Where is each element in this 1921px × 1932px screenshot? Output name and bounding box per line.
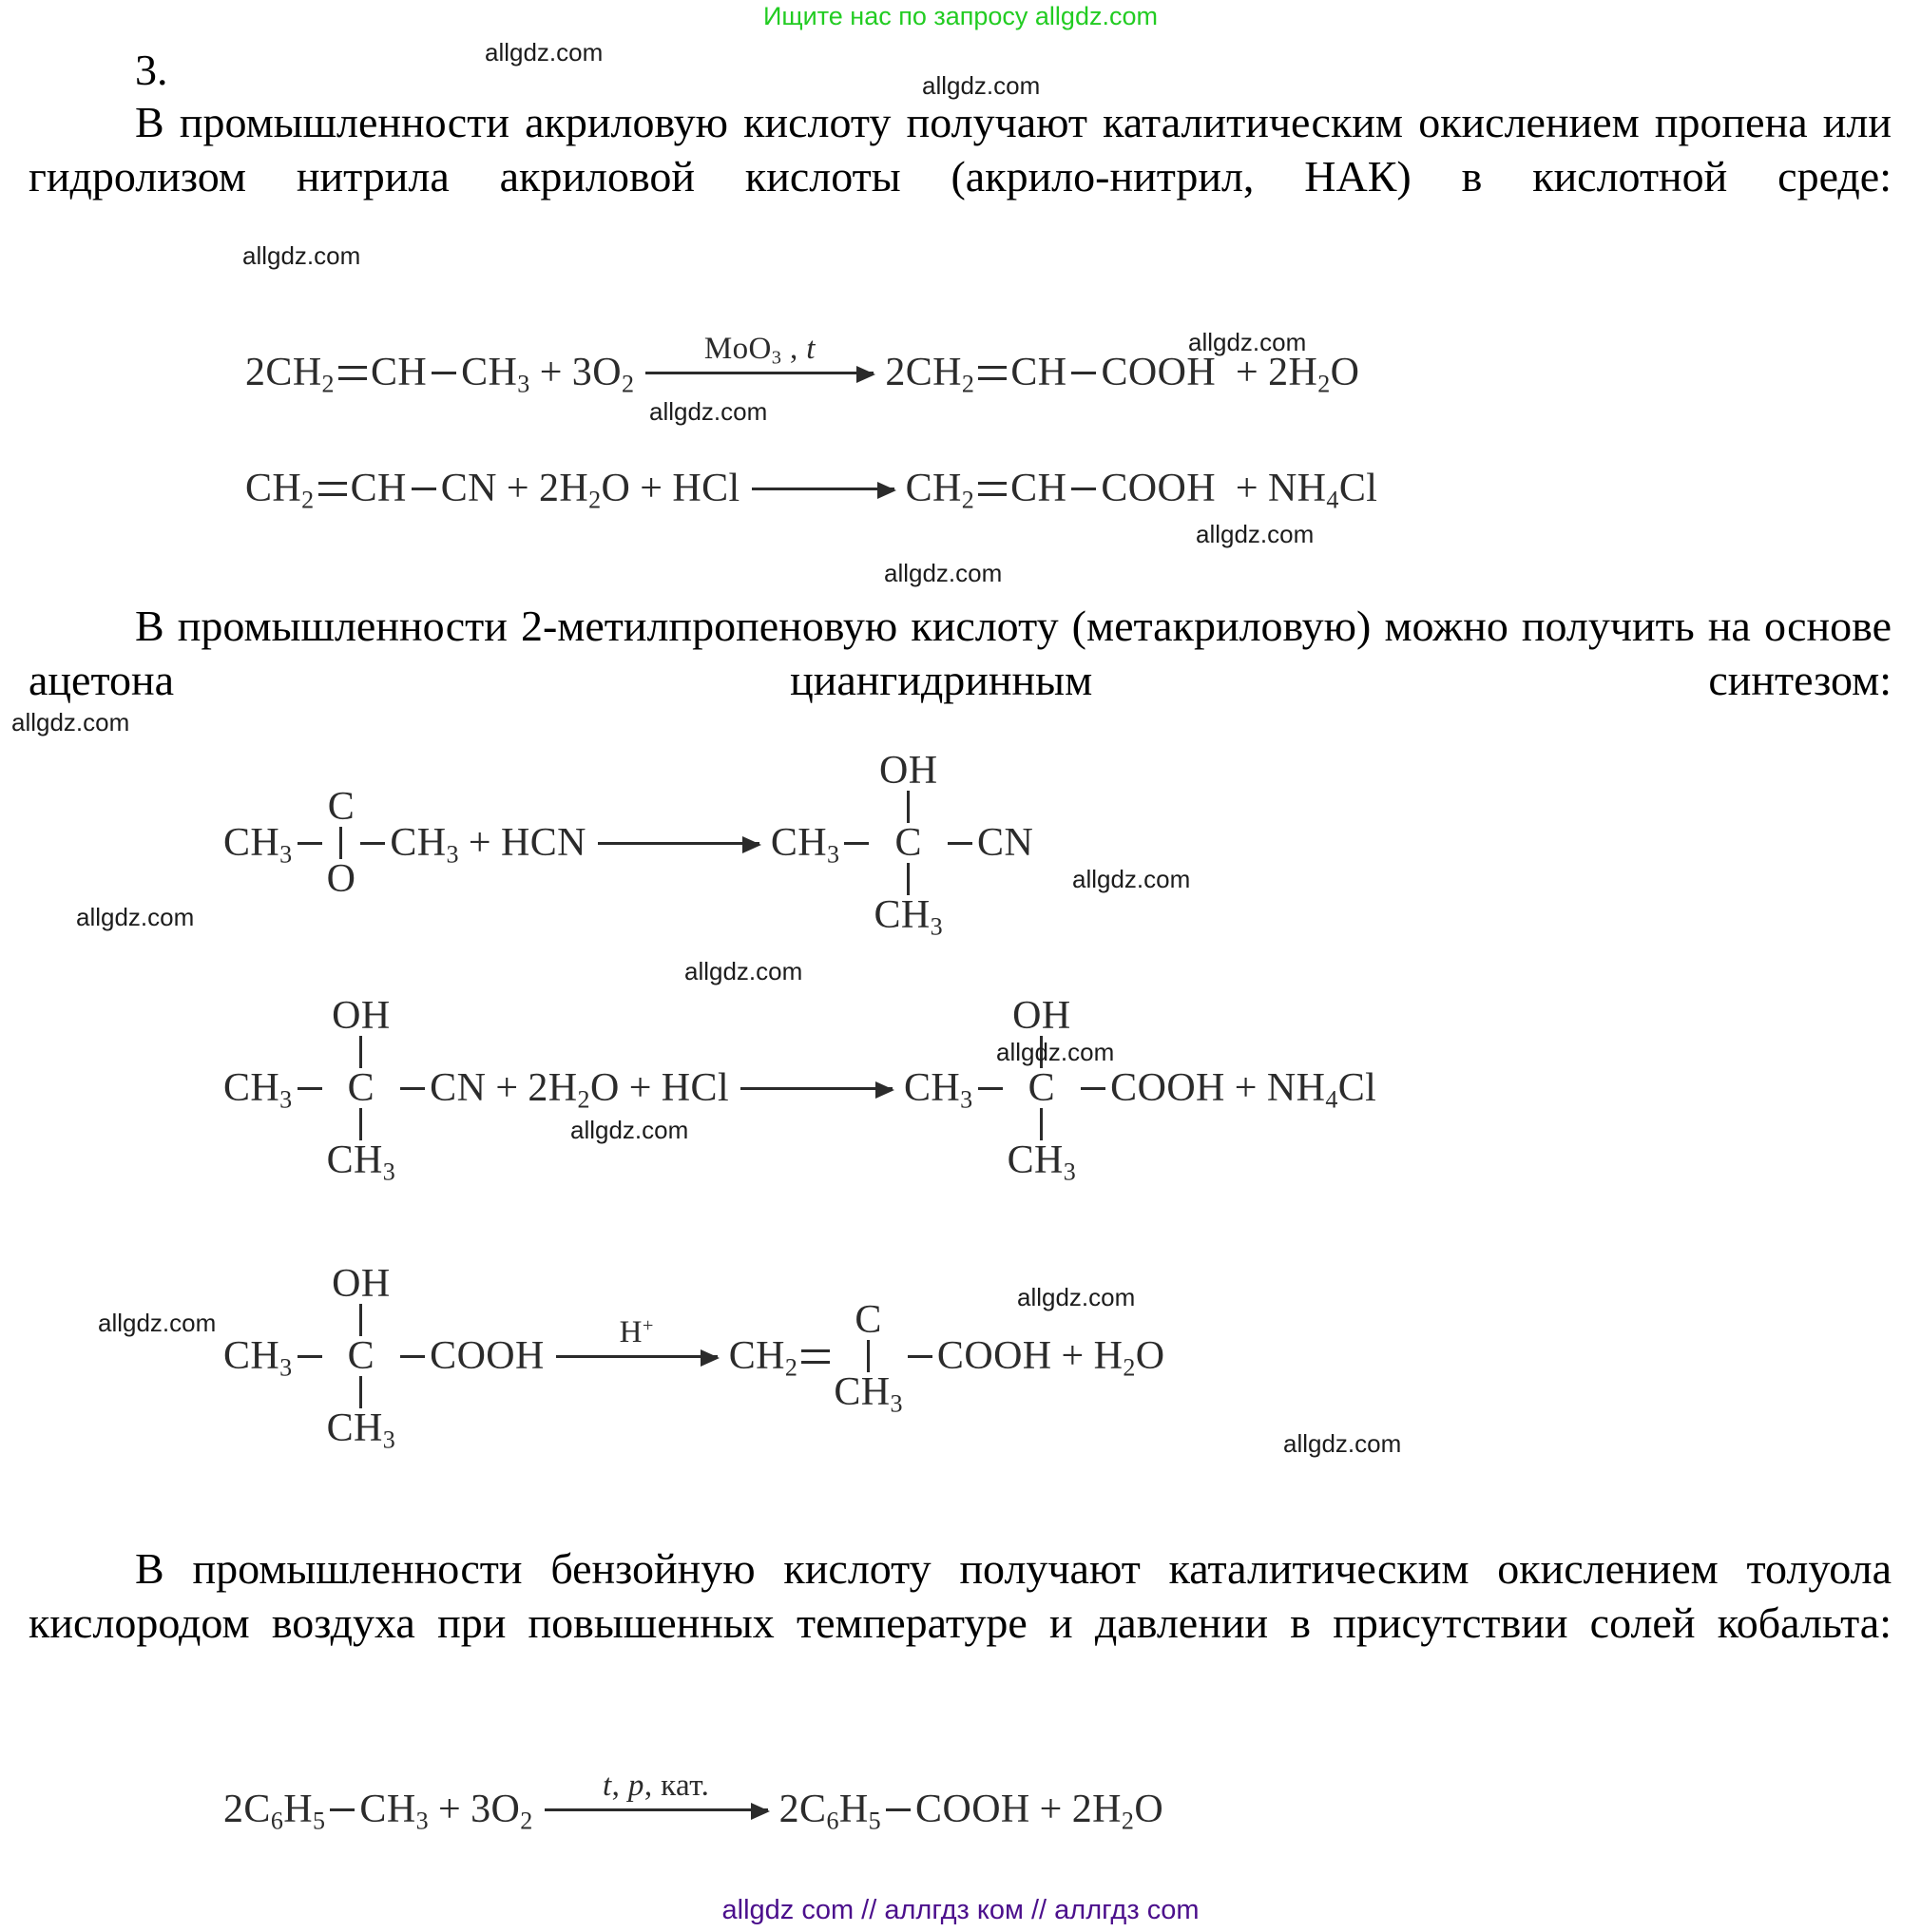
carboxyl-group: COOH <box>430 1334 545 1378</box>
eq4-hcl: HCl <box>661 1066 730 1110</box>
quaternary-carbon: OH C $CH_3$ <box>1007 994 1077 1186</box>
eq2-right: $CH_2$ <box>905 467 975 514</box>
eq6-oxygen: $3O_2$ <box>471 1788 533 1835</box>
quaternary-carbon: OH C $CH_3$ <box>874 749 944 941</box>
eq6-toluene: $2C_6H_5$ <box>223 1788 326 1835</box>
promo-banner: Ищите нас по запросу allgdz.com <box>763 2 1158 30</box>
watermark: allgdz.com <box>1196 520 1315 548</box>
eq5-expression: $CH_3$ OH C $CH_3$ COOH H+ $CH_2$ C $CH_3$ COOH + $H_2O$ <box>223 1262 1165 1454</box>
plus-sign: + <box>539 351 563 394</box>
watermark: allgdz.com <box>1017 1283 1136 1311</box>
watermark: allgdz.com <box>1188 328 1307 356</box>
double-bond-vertical <box>339 827 342 859</box>
equation-cyanohydrin-hydrolysis <box>223 994 1377 1186</box>
eq1-oxygen: $3O_2$ <box>571 351 635 398</box>
eq4-left-structure: $CH_3$ OH C $CH_3$ CN <box>223 994 487 1186</box>
eq6-benzoic: $2C_6H_5$ <box>778 1788 882 1835</box>
carboxyl-group: COOH <box>936 1334 1052 1378</box>
watermark: allgdz.com <box>884 559 1003 587</box>
equation-acetone-hcn <box>223 749 1034 941</box>
hydroxyl-group: OH <box>332 994 391 1038</box>
reaction-arrow <box>752 488 894 490</box>
eq2-expression: $CH_2$ CH CN + $2H_2O$ + HCl $CH_2$ CH COOH + $NH_4Cl$ <box>245 467 1378 514</box>
watermark: allgdz.com <box>11 708 130 736</box>
eq4-expression: $CH_3$ OH C $CH_3$ CN + $2H_2O$ + HCl $CH_3$ OH C $CH_3$ COOH + $NH_4Cl$ <box>223 994 1377 1186</box>
hydroxyl-group: OH <box>879 749 938 793</box>
watermark: allgdz.com <box>1283 1429 1402 1458</box>
reaction-arrow <box>740 1087 893 1090</box>
eq1-left: $2CH_2$ <box>245 351 335 398</box>
watermark: allgdz.com <box>242 241 361 270</box>
question-number: 3. <box>135 46 168 94</box>
nitrile-group: CN <box>977 821 1034 865</box>
double-bond <box>338 366 367 380</box>
carbonyl-carbon: C O <box>326 785 356 901</box>
eq4-ammonium-chloride: $NH_4Cl$ <box>1266 1066 1377 1114</box>
paragraph-acrylic-acid: В промышленности акриловую кислоту получают каталитическим окислением пропена или гидролизом нитрила акриловой кислоты (акрило-нитрил, НАК) в кислотной среде: <box>29 98 1892 201</box>
reaction-arrow <box>598 842 759 845</box>
eq2-ammonium-chloride: $NH_4Cl$ <box>1267 467 1378 514</box>
watermark: allgdz.com <box>684 957 803 985</box>
carboxyl-group: COOH <box>1110 1066 1225 1110</box>
hydroxyl-group: OH <box>332 1262 391 1306</box>
carboxyl-group: COOH <box>915 1788 1030 1831</box>
quaternary-carbon: OH C $CH_3$ <box>326 994 396 1186</box>
watermark: allgdz.com <box>485 38 604 67</box>
eq2-hcl: HCl <box>672 467 740 510</box>
eq3-acetone: $CH_3$ C O $CH_3$ <box>223 785 459 901</box>
eq1-water: $2H_2O$ <box>1268 351 1360 398</box>
paragraph-benzoic-acid: В промышленности бензойную кислоту получают каталитическим окислением толуола кислородом воздуха при повышенных температуре и давлении в присутствии солей кобальта: <box>29 1544 1892 1647</box>
watermark: allgdz.com <box>922 71 1041 100</box>
eq2-water: $2H_2O$ <box>538 467 631 514</box>
eq1-right: $2CH_2$ <box>885 351 975 398</box>
catalyst-label: MoO$_3$ , t <box>703 331 816 369</box>
eq4-water: $2H_2O$ <box>528 1066 620 1114</box>
nitrile-group: CN <box>430 1066 487 1110</box>
alkene-carbon: C $CH_3$ <box>834 1298 903 1418</box>
eq3-hcn: HCN <box>500 821 586 865</box>
watermark: allgdz.com <box>649 397 768 426</box>
reaction-arrow <box>556 1314 718 1358</box>
methyl-group: $CH_3$ <box>834 1370 903 1418</box>
eq5-water: $H_2O$ <box>1093 1334 1165 1382</box>
methyl-group: $CH_3$ <box>1007 1138 1077 1186</box>
eq3-expression: $CH_3$ C O $CH_3$ + HCN $CH_3$ OH C $CH_3$ CN <box>223 749 1034 941</box>
watermark: allgdz.com <box>98 1309 217 1337</box>
eq6-expression: $2C_6H_5$ $CH_3$ + $3O_2$ t, p, кат. $2C_6H_5$ COOH + $2H_2O$ <box>223 1768 1164 1835</box>
eq4-right-structure: $CH_3$ OH C $CH_3$ COOH <box>904 994 1225 1186</box>
eq2-left: $CH_2$ <box>245 467 315 514</box>
watermark: allgdz.com <box>76 903 195 931</box>
reaction-arrow <box>645 331 874 374</box>
watermark: allgdz.com <box>1072 865 1191 893</box>
catalyst-label: H+ <box>619 1314 654 1349</box>
eq5-right-structure: $CH_2$ C $CH_3$ COOH <box>728 1298 1052 1418</box>
paragraph-methacrylic-acid: В промышленности 2-метилпропеновую кислоту (метакриловую) можно получить на основе ацетона циангидринным синтезом: <box>29 602 1892 704</box>
equation-acrylonitrile-hydrolysis <box>245 466 1378 514</box>
eq3-cyanohydrin: $CH_3$ OH C $CH_3$ CN <box>770 749 1034 941</box>
watermark: allgdz.com <box>570 1116 689 1144</box>
eq1-expression: $2CH_2$ CH $CH_3$ + $3O_2$ MoO$_3$ , t $2CH_2$ CH COOH + $2H_2O$ <box>245 331 1360 398</box>
eq6-water: $2H_2O$ <box>1071 1788 1164 1835</box>
quaternary-carbon: OH C $CH_3$ <box>326 1262 396 1454</box>
methyl-group: $CH_3$ <box>874 893 944 941</box>
watermark: allgdz.com <box>996 1038 1115 1066</box>
footer-watermark: allgdz com // аллгдз ком // аллгдз com <box>721 1895 1200 1925</box>
reaction-arrow <box>545 1768 768 1811</box>
single-bond <box>432 372 456 374</box>
methyl-group: $CH_3$ <box>326 1138 396 1186</box>
methyl-group: $CH_3$ <box>326 1406 396 1454</box>
hydroxyl-group: OH <box>1012 994 1071 1038</box>
eq5-left-structure: $CH_3$ OH C $CH_3$ COOH <box>223 1262 545 1454</box>
equation-toluene-oxidation <box>223 1768 1164 1835</box>
catalyst-label: t, p, кат. <box>603 1768 710 1803</box>
